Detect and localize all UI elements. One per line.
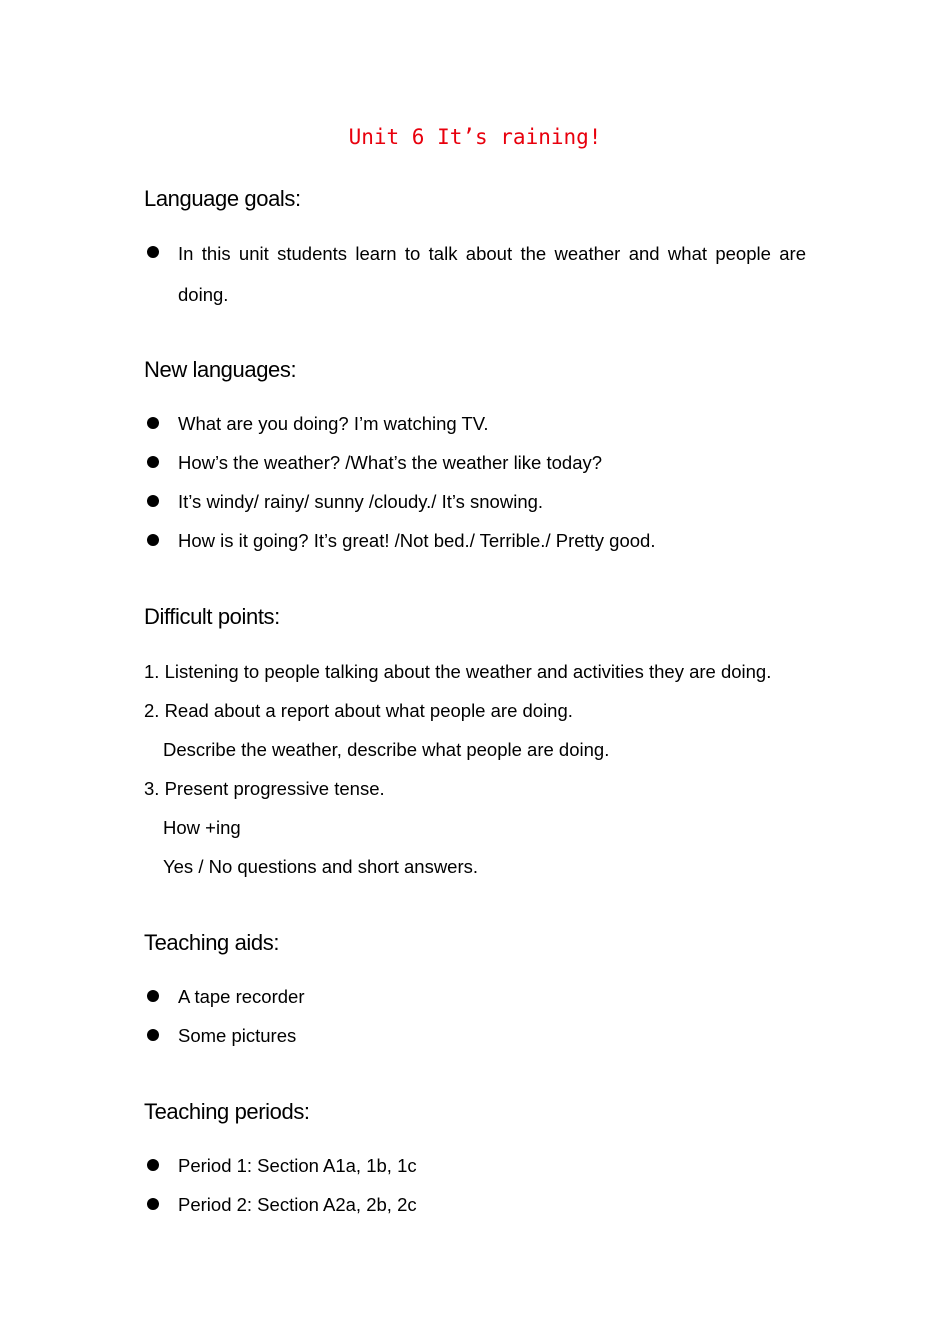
document-title: Unit 6 It’s raining!: [348, 125, 602, 149]
difficult-point-line: 3. Present progressive tense.: [144, 778, 385, 799]
difficult-point-subline: Yes / No questions and short answers.: [163, 856, 479, 877]
bullet-icon: [147, 1159, 159, 1171]
bullet-icon: [147, 1029, 159, 1041]
teaching-periods-heading: Teaching periods:: [144, 1099, 310, 1124]
difficult-point-line: 1. Listening to people talking about the weather and activities they are doing.: [144, 661, 772, 682]
bullet-icon: [147, 990, 159, 1002]
language-goals-heading: Language goals:: [144, 186, 301, 211]
bullet-icon: [147, 495, 159, 507]
difficult-points-heading: Difficult points:: [144, 604, 280, 629]
difficult-point-line: 2. Read about a report about what people are doing.: [144, 700, 573, 721]
new-languages-heading: New languages:: [144, 357, 297, 382]
teaching-aids-heading: Teaching aids:: [144, 930, 280, 955]
difficult-point-subline: How +ing: [163, 817, 241, 838]
language-goals-item: In this unit students learn to talk about the weather and what people are doing.: [144, 241, 806, 311]
bullet-icon: [147, 417, 159, 429]
bullet-icon: [147, 534, 159, 546]
bullet-icon: [147, 1198, 159, 1210]
bullet-icon: [147, 246, 159, 258]
bullet-icon: [147, 456, 159, 468]
difficult-point-subline: Describe the weather, describe what people are doing.: [163, 739, 610, 760]
